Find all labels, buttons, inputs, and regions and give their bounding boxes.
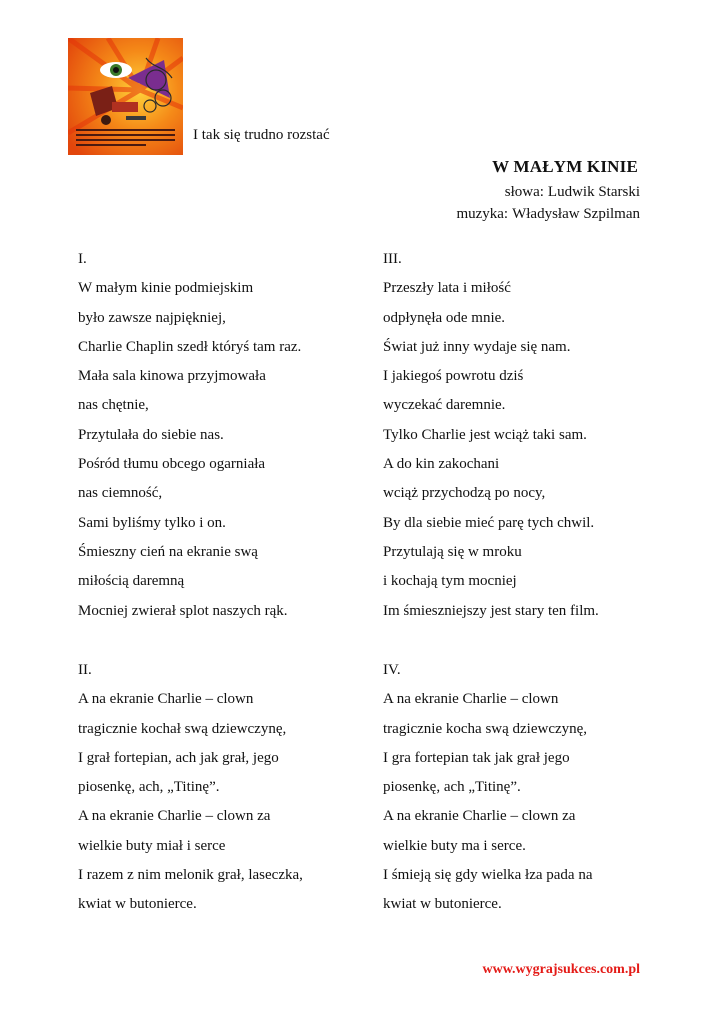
stanza-number: I. bbox=[78, 251, 87, 267]
verse-line: nas ciemność, bbox=[78, 485, 163, 502]
verse-line: wciąż przychodzą po nocy, bbox=[383, 485, 546, 502]
verse-line: Przytulają się w mroku bbox=[383, 543, 522, 560]
lyrics-credit bbox=[505, 184, 640, 201]
song-title: W MAŁYM KINIE bbox=[492, 157, 638, 176]
verse-line: Tylko Charlie jest wciąż taki sam. bbox=[383, 426, 587, 443]
verse-line: Przeszły lata i miłość bbox=[383, 280, 511, 297]
verse-line: I razem z nim melonik grał, laseczka, bbox=[78, 867, 303, 884]
verse-line: piosenkę, ach, „Titinę”. bbox=[78, 779, 220, 796]
stanza-number: IV. bbox=[383, 662, 401, 678]
verse-line: wielkie buty ma i serce. bbox=[383, 837, 526, 854]
stanza-4 bbox=[383, 656, 673, 920]
verse-line: wyczekać daremnie. bbox=[383, 397, 506, 414]
verse-line: Charlie Chaplin szedł któryś tam raz. bbox=[78, 338, 302, 355]
verse-line: wielkie buty miał i serce bbox=[78, 837, 226, 854]
verse-line: kwiat w butonierce. bbox=[383, 896, 502, 913]
verse-line: I śmieją się gdy wielka łza pada na bbox=[383, 867, 593, 884]
verse-line: Sami byliśmy tylko i on. bbox=[78, 514, 226, 531]
verse-line: W małym kinie podmiejskim bbox=[78, 280, 254, 297]
verse-line: A na ekranie Charlie – clown za bbox=[78, 808, 271, 825]
verse-line: A na ekranie Charlie – clown za bbox=[383, 808, 576, 825]
verse-line: tragicznie kocha swą dziewczynę, bbox=[383, 720, 588, 737]
verse-line: Im śmieszniejszy jest stary ten film. bbox=[383, 602, 599, 619]
verse-line: A na ekranie Charlie – clown bbox=[383, 691, 559, 708]
verse-line: A na ekranie Charlie – clown bbox=[78, 691, 254, 708]
verse-line: Przytulała do siebie nas. bbox=[78, 426, 224, 443]
verse-line: I grał fortepian, ach jak grał, jego bbox=[78, 749, 279, 766]
lyrics-author: Ludwik Starski bbox=[547, 184, 640, 200]
verse-line: Świat już inny wydaje się nam. bbox=[383, 338, 571, 355]
stanza-number: III. bbox=[383, 251, 402, 267]
music-author: Władysław Szpilman bbox=[512, 206, 640, 222]
stanza-number: II. bbox=[78, 662, 92, 678]
stanza-1 bbox=[78, 245, 368, 626]
verse-line: A do kin zakochani bbox=[383, 456, 500, 473]
stanza-2 bbox=[78, 656, 368, 920]
album-caption: I tak się trudno rozstać bbox=[193, 127, 330, 143]
verse-line: było zawsze najpiękniej, bbox=[78, 309, 226, 326]
stanza-3 bbox=[383, 245, 673, 626]
verse-line: Pośród tłumu obcego ogarniała bbox=[78, 456, 266, 473]
verse-line: I jakiegoś powrotu dziś bbox=[383, 368, 524, 385]
lyrics-label: słowa: bbox=[504, 184, 544, 200]
website-link[interactable]: www.wygrajsukces.com.pl bbox=[482, 962, 640, 977]
verse-line: Mała sala kinowa przyjmowała bbox=[78, 368, 266, 385]
verse-line: miłością daremną bbox=[78, 573, 185, 590]
verse-line: By dla siebie mieć parę tych chwil. bbox=[383, 514, 595, 531]
verse-line: odpłynęła ode mnie. bbox=[383, 309, 506, 326]
verse-line: i kochają tym mocniej bbox=[383, 573, 517, 590]
album-cover-image bbox=[68, 38, 183, 155]
verse-line: Śmieszny cień na ekranie swą bbox=[78, 543, 258, 560]
verse-line: Mocniej zwierał splot naszych rąk. bbox=[78, 602, 288, 619]
verse-line: kwiat w butonierce. bbox=[78, 896, 197, 913]
verse-line: I gra fortepian tak jak grał jego bbox=[383, 749, 570, 766]
music-credit bbox=[456, 206, 640, 223]
verse-line: piosenkę, ach „Titinę”. bbox=[383, 779, 521, 796]
verse-line: nas chętnie, bbox=[78, 397, 149, 414]
music-label: muzyka: bbox=[456, 206, 509, 222]
verse-line: tragicznie kochał swą dziewczynę, bbox=[78, 720, 287, 737]
